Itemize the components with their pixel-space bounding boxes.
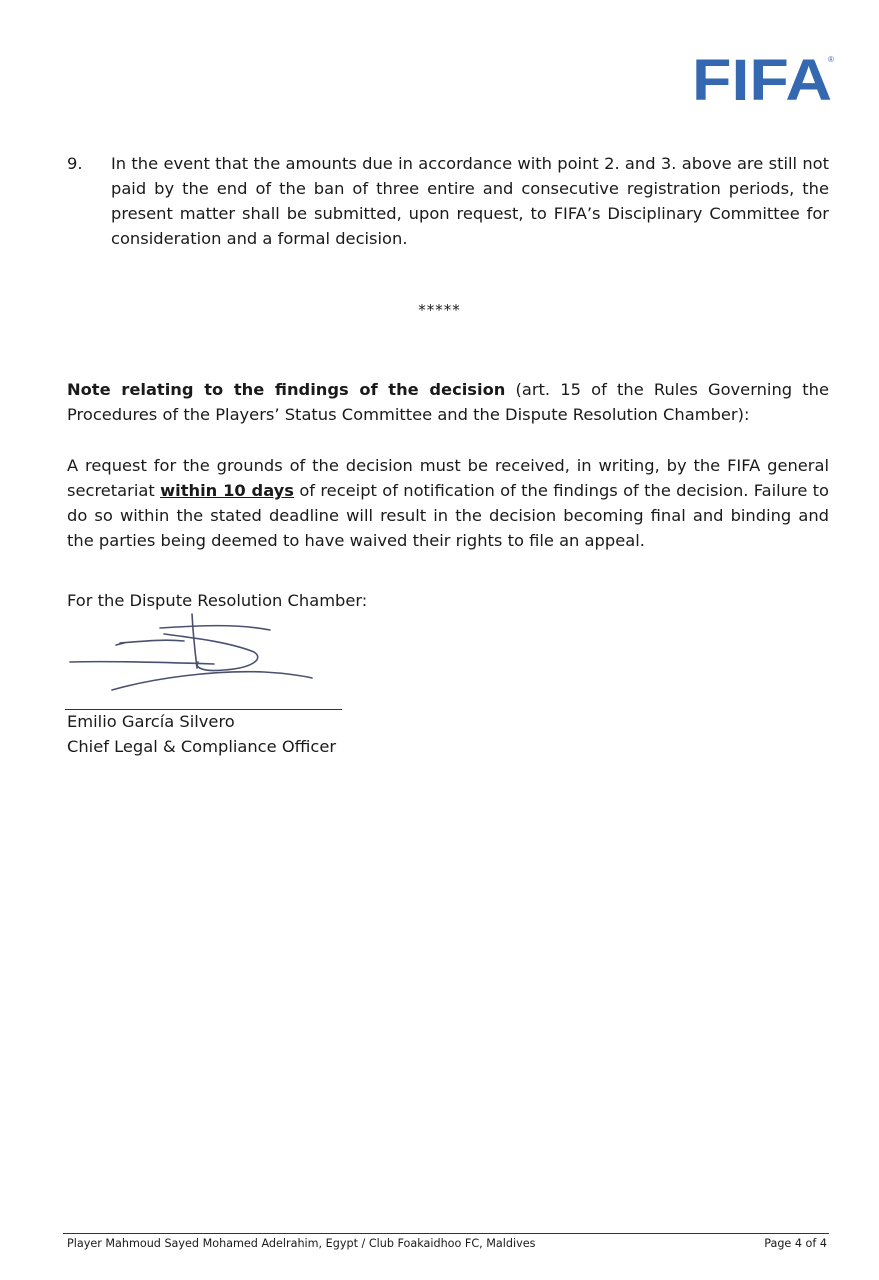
- footer-page-number: Page 4 of 4: [764, 1237, 827, 1250]
- fifa-logo-text: FIFA: [692, 52, 832, 104]
- request-paragraph: [67, 453, 829, 553]
- note-title: Note relating to the findings of the decision: [67, 380, 506, 399]
- point-number: 9.: [67, 154, 83, 173]
- deadline-text: within 10 days: [160, 481, 294, 500]
- point-9: [67, 151, 829, 251]
- note-rest: (art. 15 of the Rules Governing the Procedures of the Players’ Status Committee and the Dispute Resolution Chamber):: [67, 380, 829, 424]
- footer-divider: [63, 1233, 829, 1234]
- section-separator: *****: [418, 301, 461, 319]
- request-part2: of receipt of notification of the findings of the decision. Failure to do so within the stated deadline will result in the decision becoming final and binding and the parties being deemed to have waived their rights to file an appeal.: [67, 481, 830, 550]
- request-part1: A request for the grounds of the decision must be received, in writing, by the FIFA general secretariat: [67, 456, 829, 500]
- signer-role: Chief Legal & Compliance Officer: [67, 737, 337, 756]
- svg-text:®: ®: [828, 55, 834, 64]
- fifa-logo: [692, 52, 837, 104]
- handwritten-signature: [64, 612, 324, 696]
- note-paragraph: [67, 377, 829, 427]
- signer-block: [67, 709, 336, 759]
- footer-case: Player Mahmoud Sayed Mohamed Adelrahim, Egypt / Club Foakaidhoo FC, Maldives: [67, 1237, 536, 1250]
- for-chamber-label: For the Dispute Resolution Chamber:: [67, 591, 368, 610]
- point-text: In the event that the amounts due in accordance with point 2. and 3. above are still not paid by the end of the ban of three entire and consecutive registration periods, the present matter shall be submitted, upon request, to FIFA’s Disciplinary Committee for consideration and a formal decision.: [111, 154, 829, 248]
- signer-name: Emilio García Silvero: [67, 712, 235, 731]
